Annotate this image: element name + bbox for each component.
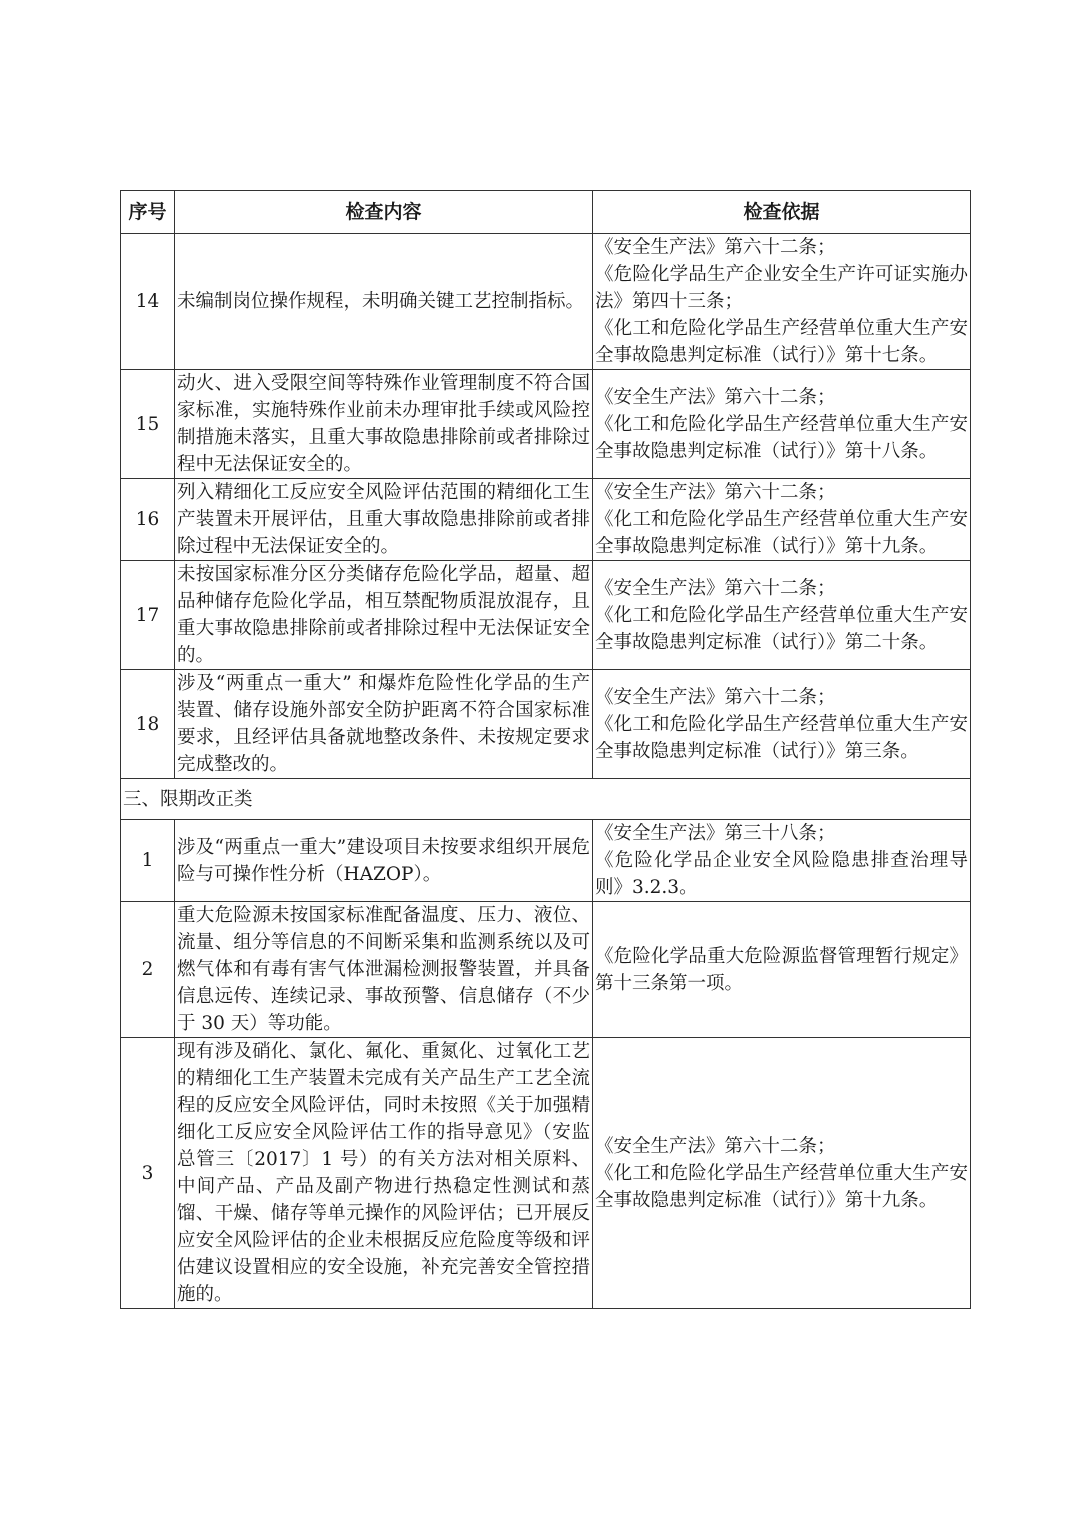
- row-index: 16: [121, 479, 175, 561]
- section-row-group: [121, 779, 971, 820]
- inspection-basis: 《安全生产法》第六十二条； 《化工和危险化学品生产经营单位重大生产安全事故隐患判定标准（试行）》第十九条。: [593, 1038, 971, 1309]
- table-row: [121, 1038, 971, 1309]
- header-content: 检查内容: [175, 191, 593, 234]
- inspection-content: 未按国家标准分区分类储存危险化学品，超量、超品种储存危险化学品，相互禁配物质混放混存，且重大事故隐患排除前或者排除过程中无法保证安全的。: [175, 561, 593, 670]
- row-index: 17: [121, 561, 175, 670]
- section-row: [121, 779, 971, 820]
- inspection-basis: 《危险化学品重大危险源监督管理暂行规定》第十三条第一项。: [593, 902, 971, 1038]
- row-index: 15: [121, 370, 175, 479]
- row-index: 1: [121, 820, 175, 902]
- row-index: 2: [121, 902, 175, 1038]
- inspection-basis: 《安全生产法》第六十二条； 《化工和危险化学品生产经营单位重大生产安全事故隐患判定标准（试行）》第二十条。: [593, 561, 971, 670]
- inspection-content: 未编制岗位操作规程，未明确关键工艺控制指标。: [175, 234, 593, 370]
- inspection-basis: 《安全生产法》第三十八条； 《危险化学品企业安全风险隐患排查治理导则》3.2.3。: [593, 820, 971, 902]
- inspection-content: 涉及“两重点一重大”建设项目未按要求组织开展危险与可操作性分析（HAZOP）。: [175, 820, 593, 902]
- table-row: [121, 670, 971, 779]
- table-row: [121, 820, 971, 902]
- table-header-row: [121, 191, 971, 234]
- inspection-content: 现有涉及硝化、氯化、氟化、重氮化、过氧化工艺的精细化工生产装置未完成有关产品生产工艺全流程的反应安全风险评估，同时未按照《关于加强精细化工反应安全风险评估工作的指导意见》（安监总管三〔2017〕1 号）的有关方法对相关原料、中间产品、产品及副产物进行热稳定性测试和蒸馏、干燥、储存等单元操作的风险评估；已开展反应安全风险评估的企业未根据反应危险度等级和评估建议设置相应的安全设施，补充完善安全管控措施的。: [175, 1038, 593, 1309]
- table-body-major-hazards: [121, 234, 971, 779]
- inspection-content: 重大危险源未按国家标准配备温度、压力、液位、流量、组分等信息的不间断采集和监测系统以及可燃气体和有毒有害气体泄漏检测报警装置，并具备信息远传、连续记录、事故预警、信息储存（不少于 30 天）等功能。: [175, 902, 593, 1038]
- inspection-content: 动火、进入受限空间等特殊作业管理制度不符合国家标准，实施特殊作业前未办理审批手续或风险控制措施未落实，且重大事故隐患排除前或者排除过程中无法保证安全的。: [175, 370, 593, 479]
- table-row: [121, 479, 971, 561]
- table-row: [121, 234, 971, 370]
- inspection-basis: 《安全生产法》第六十二条； 《化工和危险化学品生产经营单位重大生产安全事故隐患判定标准（试行）》第三条。: [593, 670, 971, 779]
- inspection-basis: 《安全生产法》第六十二条； 《化工和危险化学品生产经营单位重大生产安全事故隐患判定标准（试行）》第十八条。: [593, 370, 971, 479]
- row-index: 18: [121, 670, 175, 779]
- table-row: [121, 561, 971, 670]
- inspection-basis: 《安全生产法》第六十二条； 《化工和危险化学品生产经营单位重大生产安全事故隐患判定标准（试行）》第十九条。: [593, 479, 971, 561]
- table-body-rectification: [121, 820, 971, 1309]
- row-index: 14: [121, 234, 175, 370]
- section-title: 三、限期改正类: [121, 779, 971, 820]
- header-basis: 检查依据: [593, 191, 971, 234]
- inspection-content: 列入精细化工反应安全风险评估范围的精细化工生产装置未开展评估，且重大事故隐患排除前或者排除过程中无法保证安全的。: [175, 479, 593, 561]
- table-row: [121, 902, 971, 1038]
- row-index: 3: [121, 1038, 175, 1309]
- header-index: 序号: [121, 191, 175, 234]
- inspection-content: 涉及“两重点一重大” 和爆炸危险性化学品的生产装置、储存设施外部安全防护距离不符合国家标准要求，且经评估具备就地整改条件、未按规定要求完成整改的。: [175, 670, 593, 779]
- inspection-table: [120, 190, 971, 1309]
- table-row: [121, 370, 971, 479]
- inspection-basis: 《安全生产法》第六十二条； 《危险化学品生产企业安全生产许可证实施办法》第四十三条； 《化工和危险化学品生产经营单位重大生产安全事故隐患判定标准（试行）》第十七条。: [593, 234, 971, 370]
